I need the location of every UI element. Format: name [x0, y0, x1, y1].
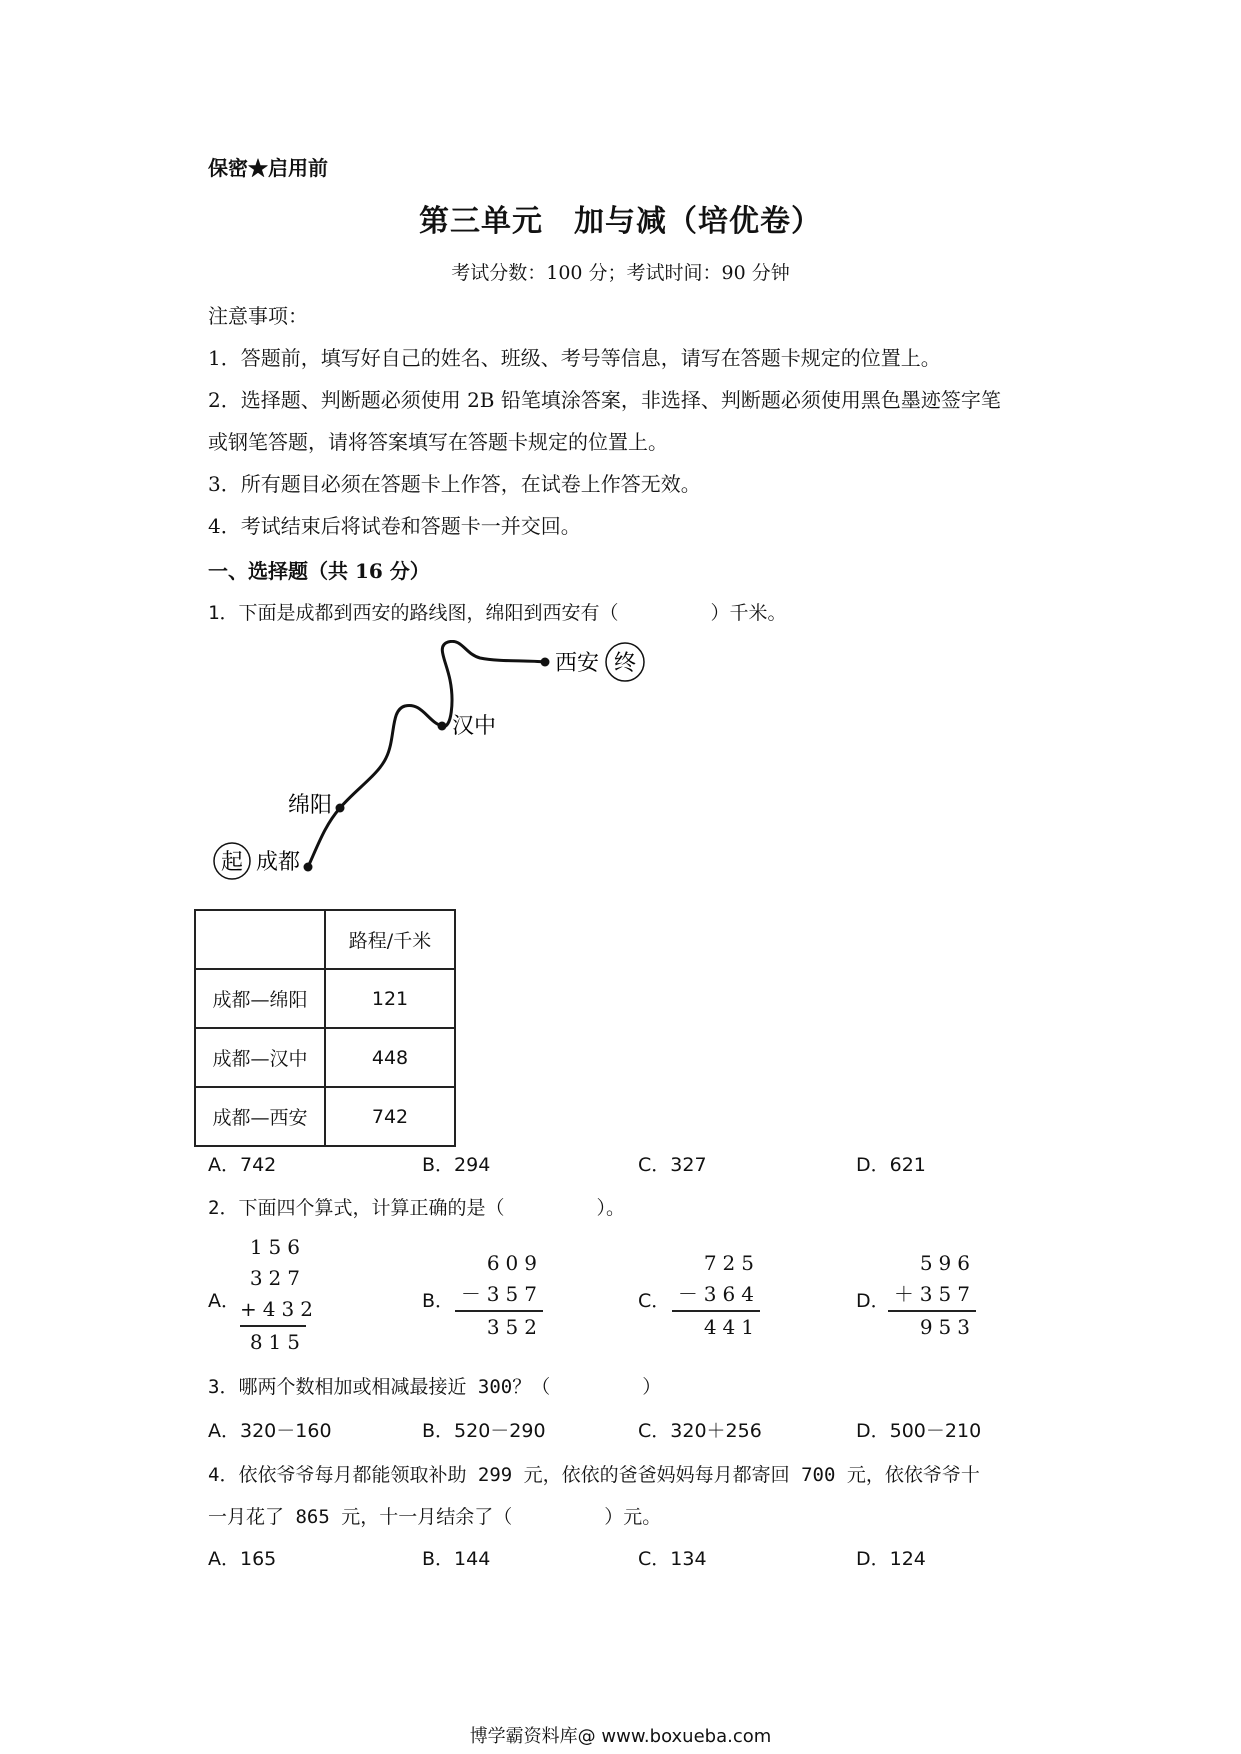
calc-result: 352 — [455, 1310, 543, 1343]
notes-heading: 注意事项： — [208, 304, 308, 328]
city-label-hanzhong: 汉中 — [452, 714, 497, 739]
section-title-choice: 一、选择题（共 16 分） — [208, 559, 430, 583]
question-4-line-1: 4．依依爷爷每月都能领取补助 299 元，依依的爸爸妈妈每月都寄回 700 元，依依爷爷十 — [208, 1464, 980, 1486]
route-path — [308, 641, 545, 867]
question-2 — [208, 1193, 625, 1220]
q1-option-d[interactable]: D．621 — [856, 1154, 926, 1176]
table-row — [195, 969, 455, 1028]
calc-line: 609 — [486, 1251, 543, 1275]
q4-option-d[interactable]: D．124 — [856, 1548, 926, 1570]
start-mark-label: 起 — [220, 850, 244, 875]
city-dot-mianyang — [336, 804, 345, 813]
table-cell: 成都—绵阳 — [195, 969, 325, 1028]
note-item-4: 4．考试结束后将试卷和答题卡一并交回。 — [208, 514, 581, 538]
calc-result: 953 — [888, 1310, 976, 1343]
exam-meta: 考试分数：100 分；考试时间：90 分钟 — [451, 262, 790, 284]
q4-option-a[interactable]: A．165 — [208, 1548, 277, 1570]
q2-option-d-calc — [888, 1248, 976, 1343]
q2-option-c-calc — [672, 1248, 760, 1343]
calc-line: ＋357 — [893, 1282, 976, 1306]
table-cell: 448 — [325, 1028, 455, 1087]
city-label-mianyang: 绵阳 — [288, 793, 333, 818]
question-4-stem-end: ）元。 — [604, 1506, 662, 1528]
note-item-2: 2．选择题、判断题必须使用 2B 铅笔填涂答案，非选择、判断题必须使用黑色墨迹签字笔 — [208, 388, 1001, 412]
question-1-stem-end: ）千米。 — [710, 602, 787, 624]
table-cell: 742 — [325, 1087, 455, 1146]
distance-table — [194, 909, 456, 1147]
route-map — [200, 640, 680, 880]
calc-line: －357 — [460, 1282, 543, 1306]
question-3 — [208, 1372, 661, 1399]
calc-line: 156 — [249, 1235, 306, 1259]
table-header-row — [195, 910, 455, 969]
note-item-1: 1．答题前，填写好自己的姓名、班级、考号等信息，请写在答题卡规定的位置上。 — [208, 346, 941, 370]
table-cell: 成都—西安 — [195, 1087, 325, 1146]
question-2-stem-end: ）。 — [596, 1197, 625, 1219]
city-dot-chengdu — [304, 863, 313, 872]
table-cell: 121 — [325, 969, 455, 1028]
question-4-line-2 — [208, 1502, 661, 1529]
city-label-xian: 西安 — [555, 651, 600, 676]
table-row — [195, 1087, 455, 1146]
q3-option-c[interactable]: C．320＋256 — [638, 1420, 762, 1442]
q2-option-d-label[interactable]: D． — [856, 1290, 890, 1312]
q3-option-b[interactable]: B．520－290 — [422, 1420, 546, 1442]
note-item-2-cont: 或钢笔答题，请将答案填写在答题卡规定的位置上。 — [208, 430, 668, 454]
q3-option-a[interactable]: A．320－160 — [208, 1420, 332, 1442]
question-1 — [208, 598, 786, 625]
question-1-stem: 1．下面是成都到西安的路线图，绵阳到西安有（ — [208, 602, 619, 624]
table-header-cell: 路程/千米 — [325, 910, 455, 969]
calc-line: 725 — [703, 1251, 760, 1275]
calc-line: 596 — [919, 1251, 976, 1275]
q2-option-a-calc — [240, 1232, 319, 1358]
calc-result: 815 — [240, 1325, 306, 1358]
q2-option-a-label[interactable]: A． — [208, 1290, 240, 1312]
city-dot-hanzhong — [438, 722, 447, 731]
table-row — [195, 1028, 455, 1087]
table-cell: 成都—汉中 — [195, 1028, 325, 1087]
q2-option-b-calc — [455, 1248, 543, 1343]
footer-watermark: 博学霸资料库@ www.boxueba.com — [469, 1726, 772, 1747]
question-3-stem: 3．哪两个数相加或相减最接近 300？（ — [208, 1376, 551, 1398]
question-2-stem: 2．下面四个算式，计算正确的是（ — [208, 1197, 505, 1219]
page-title: 第三单元 加与减（培优卷） — [419, 204, 822, 239]
q2-option-b-label[interactable]: B． — [422, 1290, 455, 1312]
question-4-stem: 一月花了 865 元，十一月结余了（ — [208, 1506, 513, 1528]
q2-option-c-label[interactable]: C． — [638, 1290, 671, 1312]
question-3-stem-end: ） — [642, 1376, 662, 1398]
q4-option-b[interactable]: B．144 — [422, 1548, 491, 1570]
table-header-cell — [195, 910, 325, 969]
calc-result: 441 — [672, 1310, 760, 1343]
calc-line: 327 — [249, 1266, 306, 1290]
q1-option-c[interactable]: C．327 — [638, 1154, 707, 1176]
calc-line: －364 — [677, 1282, 760, 1306]
q3-option-d[interactable]: D．500－210 — [856, 1420, 982, 1442]
confidential-label: 保密★启用前 — [208, 156, 328, 180]
end-mark-label: 终 — [613, 651, 637, 676]
q1-option-a[interactable]: A．742 — [208, 1154, 277, 1176]
city-dot-xian — [541, 658, 550, 667]
calc-line: +432 — [240, 1297, 319, 1321]
q4-option-c[interactable]: C．134 — [638, 1548, 707, 1570]
q1-option-b[interactable]: B．294 — [422, 1154, 491, 1176]
note-item-3: 3．所有题目必须在答题卡上作答，在试卷上作答无效。 — [208, 472, 701, 496]
city-label-chengdu: 成都 — [256, 850, 301, 875]
